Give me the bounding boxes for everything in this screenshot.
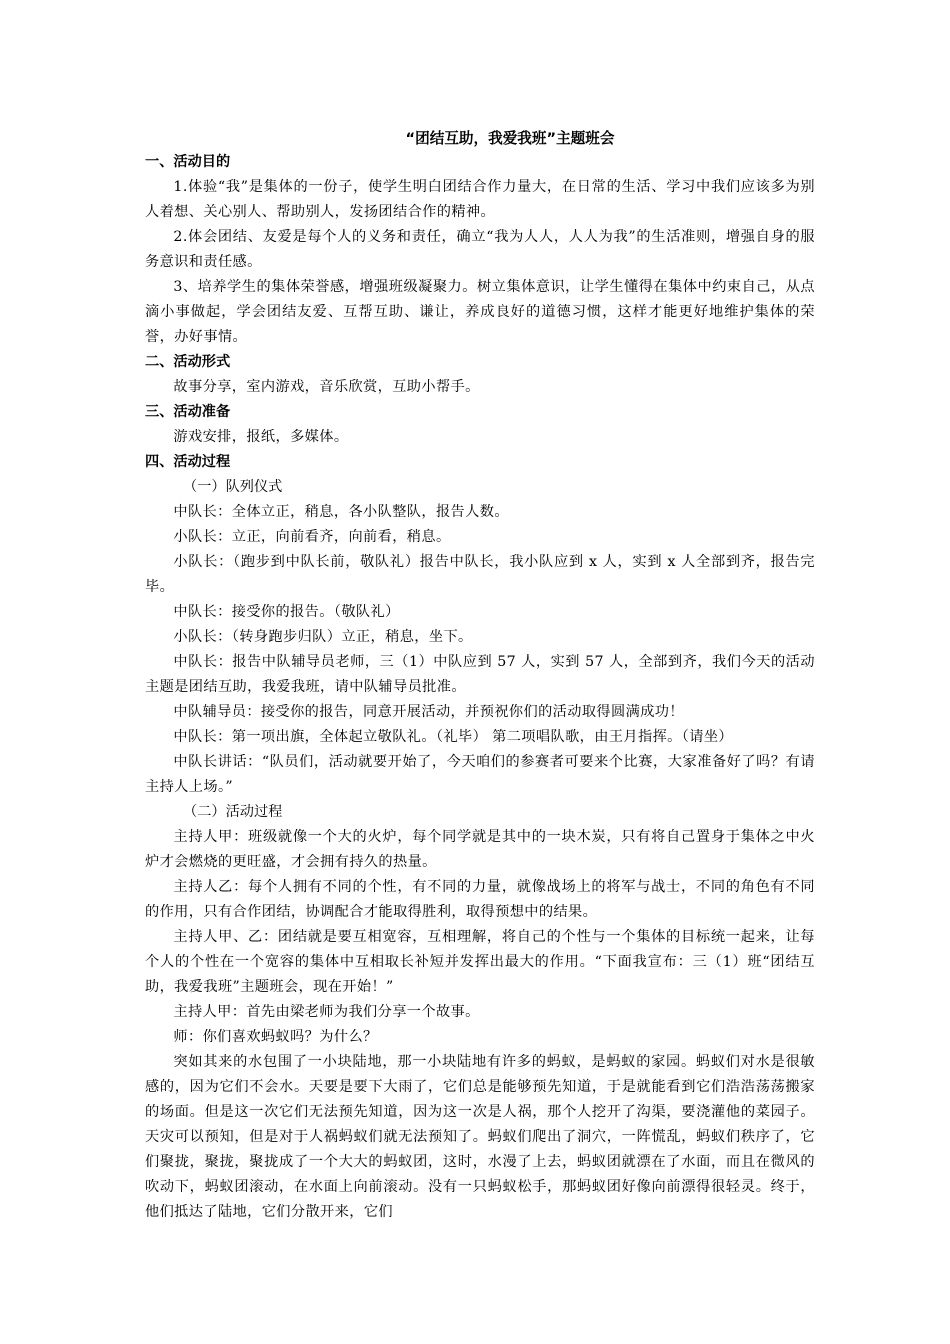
paragraph: 3、培养学生的集体荣誉感，增强班级凝聚力。树立集体意识，让学生懂得在集体中约束自己，从点滴小事做起，学会团结友爱、互帮互助、谦让，养成良好的道德习惯，这样才能更好地维护集体的荣誉，办好事情。: [145, 279, 815, 345]
dialogue-line: 主持人甲：班级就像一个大的火炉，每个同学就是其中的一块木炭，只有将自己置身于集体之中火炉才会燃烧的更旺盛，才会拥有持久的热量。: [145, 829, 815, 870]
dialogue-line: 师：你们喜欢蚂蚁吗？为什么？: [173, 1029, 378, 1045]
dialogue-line: 主持人甲、乙：团结就是要互相宽容，互相理解，将自己的个性与一个集体的目标统一起来，让每个人的个性在一个宽容的集体中互相取长补短并发挥出最大的作用。“下面我宣布：三（1）班“团结互助，我爱我班”主题班会，现在开始！”: [145, 929, 815, 995]
dialogue-line: 中队长：第一项出旗，全体起立敬队礼。（礼毕） 第二项唱队歌，由王月指挥。（请坐）: [173, 729, 734, 745]
story-paragraph: 突如其来的水包围了一小块陆地，那一小块陆地有许多的蚂蚁，是蚂蚁的家园。蚂蚁们对水是很敏感的，因为它们不会水。天要是要下大雨了，它们总是能够预先知道，于是就能看到它们浩浩荡荡搬家的场面。但是这一次它们无法预先知道，因为这一次是人祸，那个人挖开了沟渠，要浇灌他的菜园子。天灾可以预知，但是对于人祸蚂蚁们就无法预知了。蚂蚁们爬出了洞穴，一阵慌乱，蚂蚁们秩序了，它们聚拢，聚拢，聚拢成了一个大大的蚂蚁团，这时，水漫了上去，蚂蚁团就漂在了水面，而且在微风的吹动下，蚂蚁团滚动，在水面上向前滚动。没有一只蚂蚁松手，那蚂蚁团好像向前漂得很轻灵。终于，他们抵达了陆地，它们分散开来，它们: [145, 1054, 815, 1220]
paragraph: 故事分享，室内游戏，音乐欣赏，互助小帮手。: [173, 379, 480, 395]
subsection-heading-activity: （二）活动过程: [183, 804, 283, 820]
dialogue-line: 中队长：接受你的报告。（敬队礼）: [173, 604, 400, 620]
dialogue-line: 小队长：（跑步到中队长前，敬队礼）报告中队长，我小队应到 x 人，实到 x 人全部到齐，报告完毕。: [145, 554, 815, 595]
dialogue-line: 小队长：立正，向前看齐，向前看，稍息。: [173, 529, 451, 545]
dialogue-line: 主持人甲：首先由梁老师为我们分享一个故事。: [173, 1004, 480, 1020]
paragraph: 2.体会团结、友爱是每个人的义务和责任，确立“我为人人，人人为我”的生活准则，增强自身的服务意识和责任感。: [145, 229, 815, 270]
section-heading-form: 二、活动形式: [145, 354, 231, 370]
dialogue-line: 中队长讲话：“队员们，活动就要开始了，今天咱们的参赛者可要来个比赛，大家准备好了吗？有请主持人上场。”: [145, 754, 815, 795]
paragraph: 1.体验“我”是集体的一份子，使学生明白团结合作力量大，在日常的生活、学习中我们应该多为别人着想、关心别人、帮助别人，发扬团结合作的精神。: [145, 179, 815, 220]
paragraph: 游戏安排，报纸，多媒体。: [173, 429, 349, 445]
dialogue-line: 中队长：全体立正，稍息，各小队整队，报告人数。: [173, 504, 509, 520]
document-title: “团结互助，我爱我班”主题班会: [405, 130, 615, 147]
dialogue-line: 主持人乙：每个人拥有不同的个性，有不同的力量，就像战场上的将军与战士，不同的角色有不同的作用，只有合作团结，协调配合才能取得胜利，取得预想中的结果。: [145, 879, 815, 920]
section-heading-purpose: 一、活动目的: [145, 154, 231, 170]
dialogue-line: 中队辅导员：接受你的报告，同意开展活动，并预祝你们的活动取得圆满成功！: [173, 704, 684, 720]
subsection-heading-ceremony: （一）队列仪式: [183, 479, 283, 495]
section-heading-process: 四、活动过程: [145, 454, 231, 470]
dialogue-line: 小队长：（转身跑步归队）立正，稍息，坐下。: [173, 629, 473, 645]
document-page: [145, 128, 815, 1225]
section-heading-preparation: 三、活动准备: [145, 404, 231, 420]
dialogue-line: 中队长：报告中队辅导员老师，三（1）中队应到 57 人，实到 57 人，全部到齐，我们今天的活动主题是团结互助，我爱我班，请中队辅导员批准。: [145, 654, 815, 695]
